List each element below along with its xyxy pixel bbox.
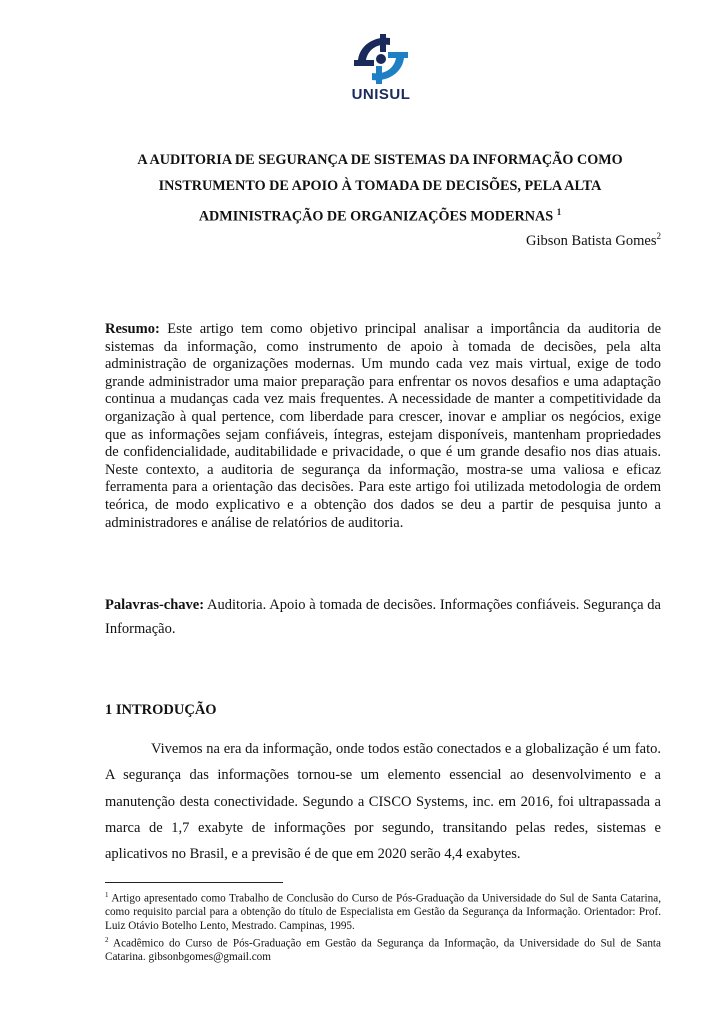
footnote-text: Artigo apresentado como Trabalho de Conclusão do Curso de Pós-Graduação da Universidade do Sul de Santa Catarina, como requisito parcial para a obtenção do título de Especialista em Gestão da Segurança da Informação. Orientador: Prof. Luiz Otávio Botelho Lento, Mestrado. Campinas, 1995. xyxy=(105,892,661,932)
title-line: INSTRUMENTO DE APOIO À TOMADA DE DECISÕES, PELA ALTA xyxy=(158,178,602,194)
footnote-text: Acadêmico do Curso de Pós-Graduação em Gestão da Segurança da Informação, da Universidade do Sul de Santa Catarina. gibsonbgomes@gmail.com xyxy=(105,937,661,963)
abstract xyxy=(105,321,661,532)
unisul-emblem-icon xyxy=(350,30,412,88)
title-line-text: ADMINISTRAÇÃO DE ORGANIZAÇÕES MODERNAS xyxy=(198,208,554,225)
keywords-label: Palavras-chave: xyxy=(105,597,205,613)
unisul-logo xyxy=(336,30,426,110)
abstract-text: Este artigo tem como objetivo principal analisar a importância da auditoria de sistemas da informação, como instrumento de apoio à tomada de decisões, pela alta administração de organizações modernas. Um mundo cada vez mais virtual, exige de todo grande administrador uma maior preparação para enfrentar os novos desafios e uma adaptação continua a mudanças cada vez mais frequentes. A necessidade de manter a competitividade da organização à qual pertence, com liberdade para crescer, inovar e ampliar os negócios, exige que as informações sejam confiáveis, íntegras, estejam disponíveis, mantenham propriedades de confidencialidade, auditabilidade e privacidade, o que é um grande desafio nos dias atuais. Neste contexto, a auditoria de segurança da informação, mostra-se uma valiosa e eficaz ferramenta para a orientação das decisões. Para este artigo foi utilizada metodologia de ordem teórica, de modo explicativo e a obtenção dos dados se deu a partir de pesquisa junto a administradores e análise de relatórios de auditoria. xyxy=(105,321,662,531)
keywords xyxy=(105,593,661,641)
logo-wordmark: UNISUL xyxy=(351,86,411,103)
footnote-ref: 2 xyxy=(656,231,661,241)
keywords-text: Auditoria. Apoio à tomada de decisões. Informações confiáveis. Segurança da Informação. xyxy=(105,597,661,637)
footnote-ref: 1 xyxy=(556,207,562,217)
title-line xyxy=(100,199,660,230)
author-text: Gibson Batista Gomes xyxy=(526,232,657,249)
footnote-divider xyxy=(105,882,283,883)
section-heading: 1 INTRODUÇÃO xyxy=(105,702,217,718)
title-line: A AUDITORIA DE SEGURANÇA DE SISTEMAS DA INFORMAÇÃO COMO xyxy=(137,152,623,168)
abstract-label: Resumo: xyxy=(105,321,160,337)
article-title xyxy=(100,147,660,230)
footnotes xyxy=(105,889,661,964)
footnote-number: 2 xyxy=(105,935,109,944)
author-name xyxy=(526,231,661,250)
footnote xyxy=(105,934,661,965)
intro-paragraph: Vivemos na era da informação, onde todos estão conectados e a globalização é um fato. A segurança das informações tornou-se um elemento essencial ao desenvolvimento e a manutenção desta conectividade. Segundo a CISCO Systems, inc. em 2016, foi ultrapassada a marca de 1,7 exabyte de informações por segundo, transitando pelas redes, sistemas e aplicativos no Brasil, e a previsão é de que em 2020 serão 4,4 exabytes. xyxy=(105,741,661,863)
footnote-number: 1 xyxy=(105,891,109,899)
footnote xyxy=(105,889,661,934)
